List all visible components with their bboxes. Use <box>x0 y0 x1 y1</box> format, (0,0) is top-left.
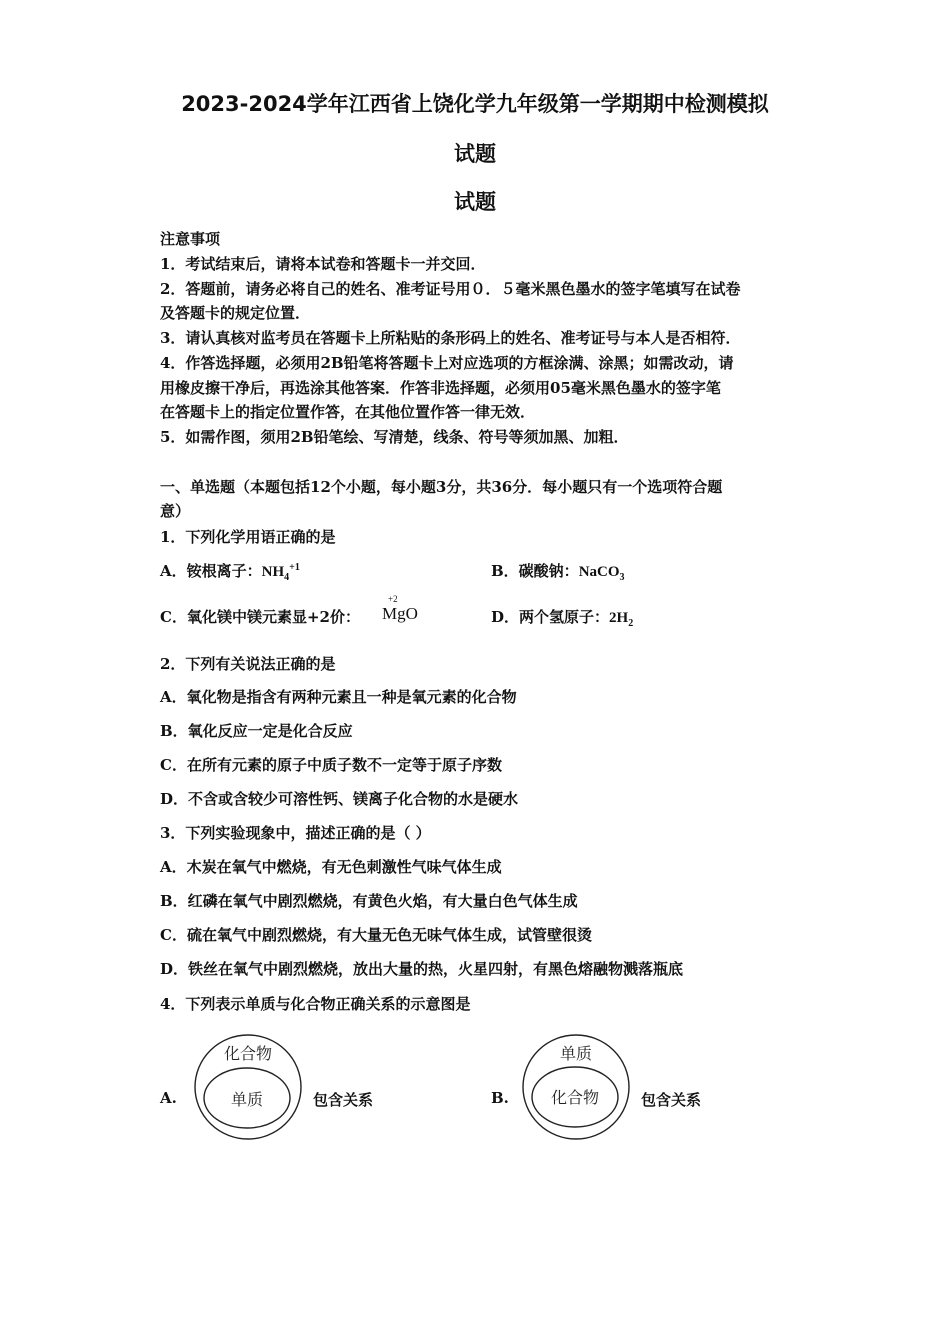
q2-option-d: D．不含或含较少可溶性钙、镁离子化合物的水是硬水 <box>160 790 519 808</box>
q1-option-c-formula: MgO <box>382 604 418 623</box>
q4-a-outer-text: 化合物 <box>223 1044 273 1063</box>
q4-option-a-diagram <box>190 1030 310 1148</box>
notice-item-4-cont2: 在答题卡上的指定位置作答，在其他位置作答一律无效． <box>160 403 536 421</box>
q4-b-inner-text: 化合物 <box>550 1088 600 1107</box>
q4-option-b-relation: 包含关系 <box>641 1091 702 1109</box>
q1-option-c-valence: +2 <box>388 594 398 604</box>
q4-option-b-label: B. <box>491 1089 509 1107</box>
q1-option-d <box>491 606 633 629</box>
q1-option-a-formula: $NH_4^{+1}$ <box>261 562 300 583</box>
q1-option-b <box>491 560 625 583</box>
q3-option-d: D．铁丝在氧气中剧烈燃烧，放出大量的热，火星四射，有黑色熔融物溅落瓶底 <box>160 960 684 978</box>
notice-item-3: 3．请认真核对监考员在答题卡上所粘贴的条形码上的姓名、准考证号与本人是否相符． <box>160 329 741 347</box>
q3-option-c: C．硫在氧气中剧烈燃烧，有大量无色无味气体生成，试管壁很烫 <box>160 926 592 944</box>
notice-item-2: 2．答题前，请务必将自己的姓名、准考证号用０．５毫米黑色墨水的签字笔填写在试卷 <box>160 280 741 298</box>
q4-b-outer-text: 单质 <box>559 1044 593 1063</box>
exam-title-line1: 2023-2024学年江西省上饶化学九年级第一学期期中检测模拟 <box>181 92 769 116</box>
notice-item-4: 4．作答选择题，必须用2B铅笔将答题卡上对应选项的方框涂满、涂黑；如需改动，请 <box>160 354 734 372</box>
q1-option-d-label: D．两个氢原子： <box>491 608 610 626</box>
q2-option-c: C．在所有元素的原子中质子数不一定等于原子序数 <box>160 756 502 774</box>
notice-item-1: 1．考试结束后，请将本试卷和答题卡一并交回． <box>160 255 486 273</box>
q4-option-a-label: A. <box>160 1089 177 1107</box>
q3-stem: 3．下列实验现象中，描述正确的是（ ） <box>160 824 431 842</box>
q1-stem: 1．下列化学用语正确的是 <box>160 528 336 546</box>
notice-item-4-cont1: 用橡皮擦干净后，再选涂其他答案．作答非选择题，必须用05毫米黑色墨水的签字笔 <box>160 379 721 397</box>
q1-option-d-formula: $2H_2$ <box>609 610 634 629</box>
q2-option-b: B．氧化反应一定是化合反应 <box>160 722 353 740</box>
q3-option-b: B．红磷在氧气中剧烈燃烧，有黄色火焰，有大量白色气体生成 <box>160 892 578 910</box>
q1-option-a <box>160 560 300 583</box>
q3-option-a: A．木炭在氧气中燃烧，有无色刺激性气味气体生成 <box>160 858 502 876</box>
q2-option-a: A．氧化物是指含有两种元素且一种是氧元素的化合物 <box>160 688 517 706</box>
q1-option-c-label: C．氧化镁中镁元素显+2价： <box>160 608 360 626</box>
q4-option-b-diagram <box>518 1030 638 1148</box>
q4-a-inner-text: 单质 <box>230 1090 264 1109</box>
exam-title-line3: 试题 <box>454 190 496 214</box>
notice-item-2-cont: 及答题卡的规定位置． <box>160 304 311 322</box>
section-heading-cont: 意） <box>160 502 191 520</box>
notice-heading: 注意事项 <box>160 230 221 248</box>
q1-option-b-formula: NaCO$_3$ <box>578 564 625 583</box>
section-heading: 一、单选题（本题包括12个小题，每小题3分，共36分．每小题只有一个选项符合题 <box>160 478 723 496</box>
q4-option-a-relation: 包含关系 <box>313 1091 374 1109</box>
exam-title-line2: 试题 <box>454 142 496 166</box>
notice-item-5: 5．如需作图，须用2B铅笔绘、写清楚，线条、符号等须加黑、加粗． <box>160 428 629 446</box>
q1-option-c <box>160 606 360 627</box>
q1-option-a-label: A．铵根离子： <box>160 562 262 580</box>
q1-option-b-label: B．碳酸钠： <box>491 562 579 580</box>
q2-stem: 2．下列有关说法正确的是 <box>160 655 336 673</box>
q4-stem: 4．下列表示单质与化合物正确关系的示意图是 <box>160 995 471 1013</box>
